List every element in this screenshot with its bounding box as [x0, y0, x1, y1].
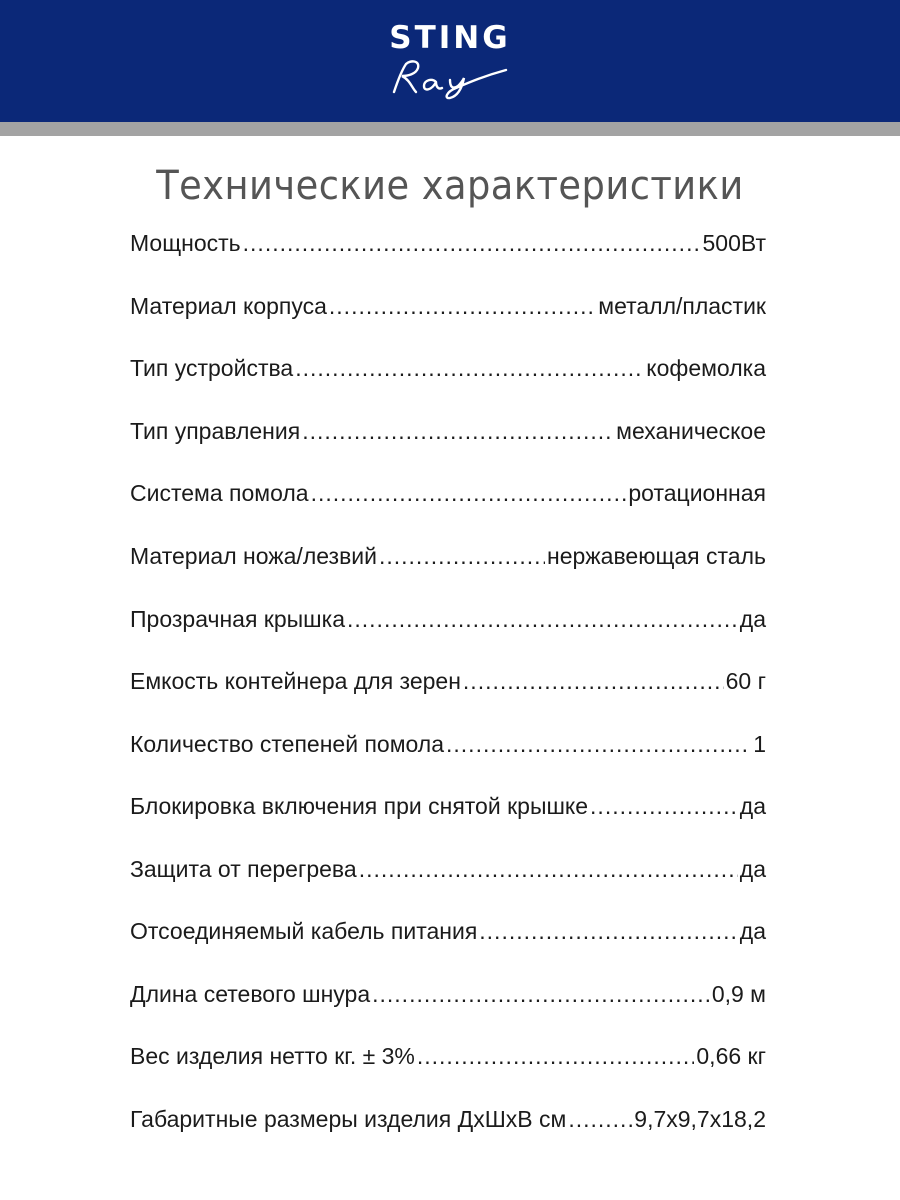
leader-dots	[311, 480, 627, 507]
spec-row	[130, 230, 766, 270]
spec-value: 0,9 м	[711, 981, 766, 1007]
spec-label: Мощность	[130, 230, 241, 256]
spec-row	[130, 856, 766, 896]
spec-value: кофемолка	[646, 355, 766, 381]
spec-row	[130, 418, 766, 458]
spec-label: Вес изделия нетто кг. ± 3%	[130, 1043, 415, 1069]
leader-dots	[568, 1106, 632, 1133]
spec-value: да	[739, 793, 766, 819]
brand-logo	[0, 20, 900, 110]
leader-dots	[379, 543, 545, 570]
spec-value: металл/пластик	[598, 293, 766, 319]
spec-label: Отсоединяемый кабель питания	[130, 918, 478, 944]
spec-label: Прозрачная крышка	[130, 606, 345, 632]
logo-script	[380, 58, 520, 100]
spec-row	[130, 293, 766, 333]
spec-value: да	[739, 856, 766, 882]
spec-label: Тип устройства	[130, 355, 294, 381]
spec-value: 60 г	[725, 668, 766, 694]
spec-label: Длина сетевого шнура	[130, 981, 371, 1007]
spec-value: да	[739, 606, 766, 632]
leader-dots	[359, 856, 738, 883]
spec-row	[130, 731, 766, 771]
spec-row	[130, 606, 766, 646]
spec-label: Материал ножа/лезвий	[130, 543, 377, 569]
leader-dots	[479, 918, 738, 945]
leader-dots	[243, 230, 701, 257]
spec-row	[130, 480, 766, 520]
spec-label: Емкость контейнера для зерен	[130, 668, 461, 694]
leader-dots	[446, 731, 751, 758]
spec-label: Количество степеней помола	[130, 731, 445, 757]
brand-header	[0, 0, 900, 122]
spec-row	[130, 918, 766, 958]
header-stripe	[0, 122, 900, 136]
spec-label: Блокировка включения при снятой крышке	[130, 793, 589, 819]
leader-dots	[417, 1043, 695, 1070]
spec-value: 1	[753, 731, 766, 757]
spec-label: Тип управления	[130, 418, 301, 444]
spec-label: Защита от перегрева	[130, 856, 357, 882]
leader-dots	[329, 293, 596, 320]
leader-dots	[590, 793, 738, 820]
logo-wordmark: STING	[389, 20, 511, 56]
spec-row	[130, 543, 766, 583]
spec-value: 0,66 кг	[696, 1043, 766, 1069]
spec-value: да	[739, 918, 766, 944]
spec-row	[130, 1043, 766, 1083]
leader-dots	[347, 606, 738, 633]
leader-dots	[463, 668, 724, 695]
spec-value: 500Вт	[702, 230, 766, 256]
spec-row	[130, 981, 766, 1021]
spec-value: механическое	[616, 418, 766, 444]
spec-row	[130, 668, 766, 708]
spec-label: Габаритные размеры изделия ДхШхВ см	[130, 1106, 567, 1132]
page-title: Технические характеристики	[156, 163, 744, 209]
leader-dots	[295, 355, 644, 382]
leader-dots	[302, 418, 614, 445]
leader-dots	[372, 981, 710, 1008]
spec-value: ротационная	[628, 480, 766, 506]
spec-row	[130, 793, 766, 833]
spec-row	[130, 355, 766, 395]
spec-label: Материал корпуса	[130, 293, 327, 319]
spec-value: нержавеющая сталь	[547, 543, 766, 569]
spec-row	[130, 1106, 766, 1146]
spec-label: Система помола	[130, 480, 309, 506]
spec-value: 9,7х9,7х18,2	[634, 1106, 766, 1132]
